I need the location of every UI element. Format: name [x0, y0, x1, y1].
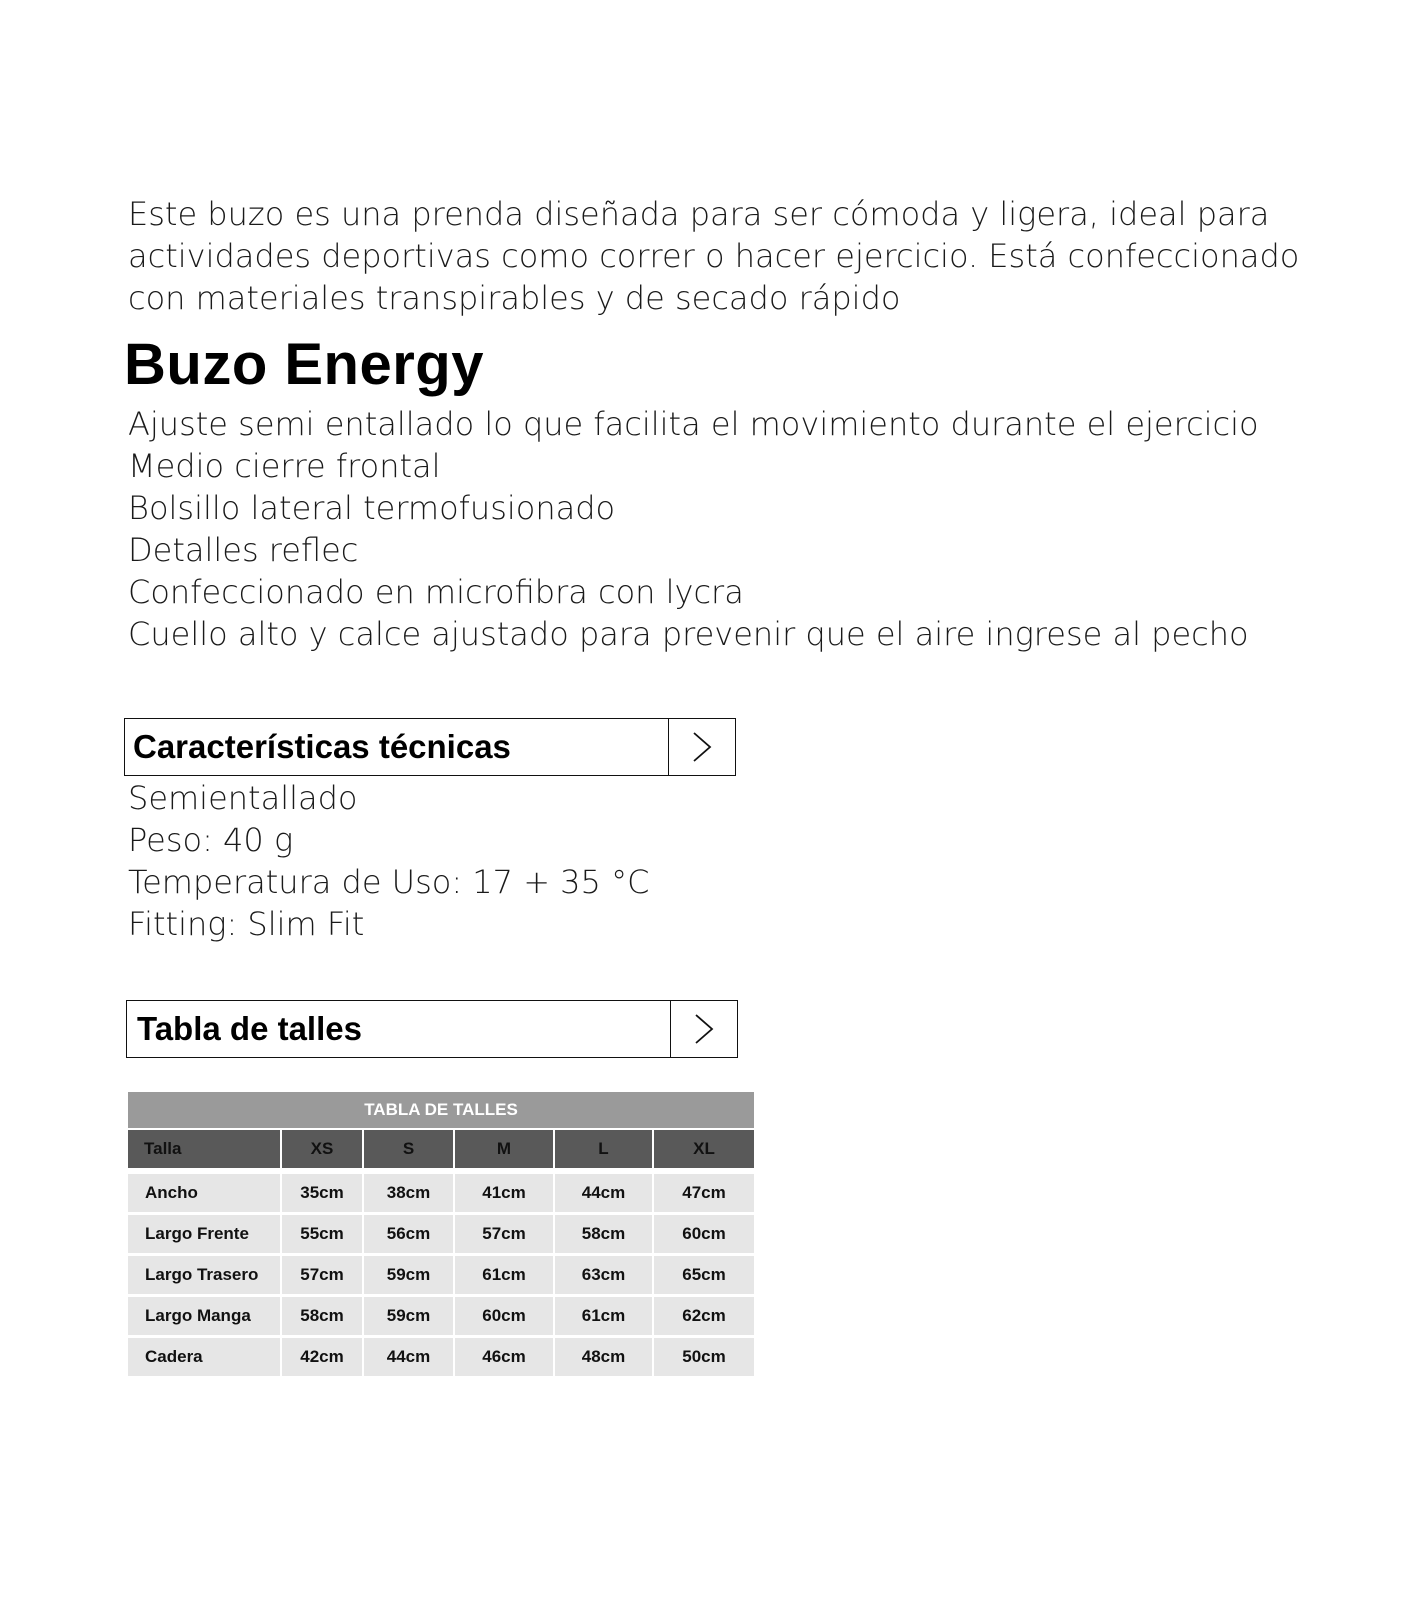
tech-specs-expand-button[interactable]	[668, 719, 735, 775]
table-cell: 38cm	[364, 1174, 455, 1215]
feature-list	[128, 403, 1259, 655]
table-cell: 60cm	[455, 1297, 555, 1338]
size-table	[128, 1092, 754, 1379]
feature-item: Cuello alto y calce ajustado para prevenir que el aire ingrese al pecho	[128, 615, 1249, 653]
table-cell: 48cm	[555, 1338, 654, 1379]
table-cell: 44cm	[364, 1338, 455, 1379]
size-header-xs: XS	[282, 1130, 364, 1168]
feature-item: Medio cierre frontal	[128, 447, 441, 485]
table-cell: 35cm	[282, 1174, 364, 1215]
size-header-m: M	[455, 1130, 555, 1168]
size-header-s: S	[364, 1130, 455, 1168]
tech-specs-label: Características técnicas	[133, 728, 511, 765]
size-header-xl: XL	[654, 1130, 754, 1168]
chevron-right-icon	[691, 1012, 717, 1046]
tech-specs-accordion[interactable]	[124, 718, 736, 776]
feature-item: Confeccionado en microfibra con lycra	[128, 573, 744, 611]
table-cell: 58cm	[282, 1297, 364, 1338]
tech-specs-list	[128, 777, 649, 945]
feature-item: Detalles reflec	[128, 531, 359, 569]
size-header-l: L	[555, 1130, 654, 1168]
chevron-right-icon	[689, 730, 715, 764]
table-cell: 56cm	[364, 1215, 455, 1256]
table-cell: 50cm	[654, 1338, 754, 1379]
spec-item: Peso: 40 g	[128, 821, 294, 859]
spec-item: Fitting: Slim Fit	[128, 905, 365, 943]
table-row	[128, 1297, 754, 1338]
row-label: Largo Frente	[128, 1215, 282, 1256]
feature-item: Ajuste semi entallado lo que facilita el movimiento durante el ejercicio	[128, 405, 1259, 443]
table-cell: 58cm	[555, 1215, 654, 1256]
table-cell: 55cm	[282, 1215, 364, 1256]
table-row	[128, 1174, 754, 1215]
row-label: Ancho	[128, 1174, 282, 1215]
spec-item: Temperatura de Uso: 17 + 35 °C	[128, 863, 650, 901]
table-cell: 44cm	[555, 1174, 654, 1215]
table-cell: 41cm	[455, 1174, 555, 1215]
table-cell: 42cm	[282, 1338, 364, 1379]
product-title: Buzo Energy	[124, 332, 484, 397]
table-cell: 63cm	[555, 1256, 654, 1297]
size-chart-expand-button[interactable]	[670, 1001, 737, 1057]
table-cell: 65cm	[654, 1256, 754, 1297]
size-chart-label: Tabla de talles	[137, 1010, 362, 1047]
spec-item: Semientallado	[128, 779, 358, 817]
table-row	[128, 1338, 754, 1379]
table-cell: 59cm	[364, 1256, 455, 1297]
table-cell: 46cm	[455, 1338, 555, 1379]
size-table-header-label: Talla	[128, 1130, 282, 1168]
size-chart-accordion[interactable]	[126, 1000, 738, 1058]
table-cell: 61cm	[455, 1256, 555, 1297]
size-table-header-row	[128, 1130, 754, 1168]
table-cell: 60cm	[654, 1215, 754, 1256]
row-label: Largo Manga	[128, 1297, 282, 1338]
table-cell: 59cm	[364, 1297, 455, 1338]
table-cell: 47cm	[654, 1174, 754, 1215]
table-cell: 57cm	[282, 1256, 364, 1297]
table-cell: 57cm	[455, 1215, 555, 1256]
size-table-caption: TABLA DE TALLES	[128, 1092, 754, 1130]
product-description: Este buzo es una prenda diseñada para ser cómoda y ligera, ideal para actividades deportivas como correr o hacer ejercicio. Está confeccionado con materiales transpirables y de secado rápido	[128, 195, 1300, 317]
row-label: Cadera	[128, 1338, 282, 1379]
row-label: Largo Trasero	[128, 1256, 282, 1297]
table-row	[128, 1215, 754, 1256]
feature-item: Bolsillo lateral termofusionado	[128, 489, 616, 527]
table-row	[128, 1256, 754, 1297]
table-cell: 61cm	[555, 1297, 654, 1338]
table-cell: 62cm	[654, 1297, 754, 1338]
